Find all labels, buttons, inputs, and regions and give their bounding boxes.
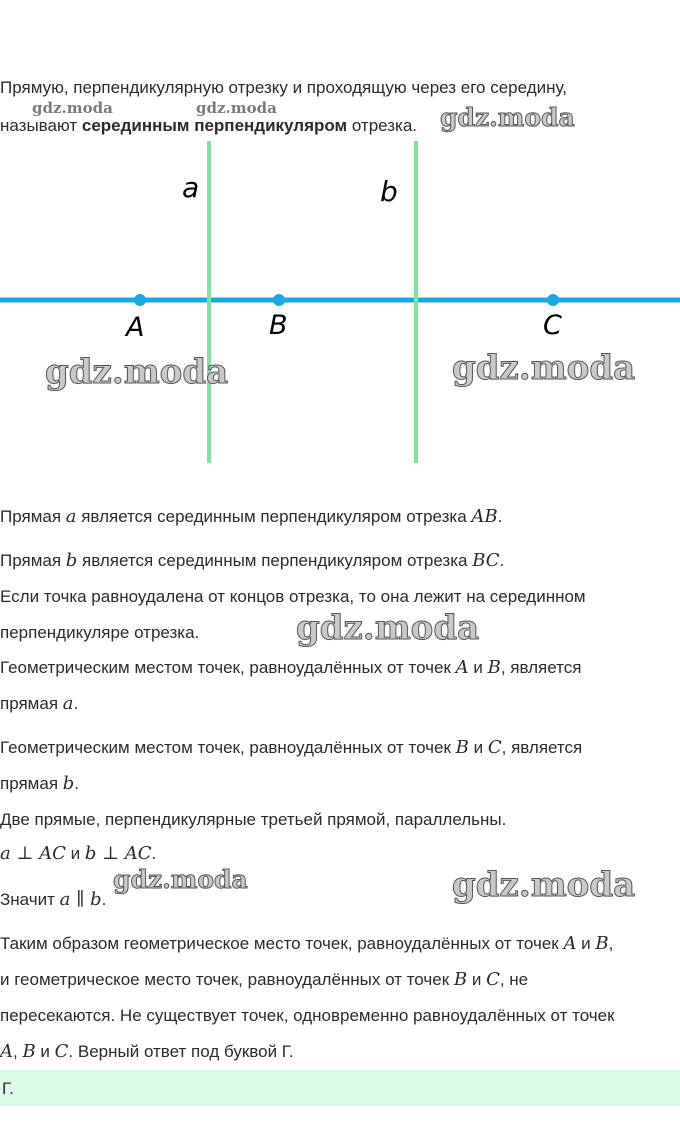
point-a-dot: [134, 294, 146, 306]
statement-1: Прямая a является серединным перпендикуляром отрезка AB.: [0, 506, 503, 527]
watermark-logo: gdz.moda: [113, 865, 248, 894]
geometry-figure: [0, 135, 680, 470]
intro-line-2: [0, 116, 417, 136]
line-a-label: a: [182, 171, 200, 204]
statement-2: Прямая b является серединным перпендикуляром отрезка BC.: [0, 550, 505, 571]
intro-term: серединным перпендикуляром: [81, 116, 348, 135]
watermark-logo: gdz.moda: [296, 608, 480, 648]
point-c-label: C: [543, 310, 562, 341]
statement-7: a ⊥ AC и b ⊥ AC.: [0, 843, 157, 864]
intro-line-1: Прямую, перпендикулярную отрезку и проходящую через его середину,: [0, 78, 568, 97]
answer-text: Г.: [2, 1079, 14, 1098]
point-b-dot: [273, 294, 285, 306]
watermark-logo: gdz.moda: [452, 865, 636, 905]
statement-5-line-2: прямая b.: [0, 773, 80, 794]
watermark-logo: gdz.moda: [440, 103, 575, 132]
answer-box: [0, 1070, 680, 1106]
statement-3-line-1: Если точка равноудалена от концов отрезка, то она лежит на серединном: [0, 587, 586, 606]
conclusion-line-4: A, B и C. Верный ответ под буквой Г.: [0, 1041, 294, 1062]
intro-text: отрезка.: [347, 116, 418, 135]
watermark-logo: gdz.moda: [45, 352, 229, 392]
conclusion-line-2: и геометрическое место точек, равноудалённых от точек B и C, не: [0, 969, 529, 990]
watermark-logo: gdz.moda: [32, 99, 113, 117]
point-c-dot: [547, 294, 559, 306]
watermark-logo: gdz.moda: [452, 348, 636, 388]
conclusion-line-3: пересекаются. Не существует точек, одновременно равноудалённых от точек: [0, 1006, 615, 1025]
point-a-label: A: [126, 312, 145, 343]
statement-6: Две прямые, перпендикулярные третьей прямой, параллельны.: [0, 810, 507, 829]
statement-5-line-1: Геометрическим местом точек, равноудалённых от точек B и C, является: [0, 737, 583, 758]
statement-4-line-1: Геометрическим местом точек, равноудалённых от точек A и B, является: [0, 657, 582, 678]
point-b-label: B: [269, 310, 288, 341]
conclusion-line-1: Таким образом геометрическое место точек, равноудалённых от точек A и B,: [0, 933, 614, 954]
line-b-label: b: [380, 175, 398, 208]
intro-text: называют: [0, 116, 82, 135]
watermark-logo: gdz.moda: [196, 99, 277, 117]
statement-3-line-2: перпендикуляре отрезка.: [0, 623, 200, 642]
statement-4-line-2: прямая a.: [0, 693, 79, 714]
statement-8: Значит a ∥ b.: [0, 889, 107, 910]
